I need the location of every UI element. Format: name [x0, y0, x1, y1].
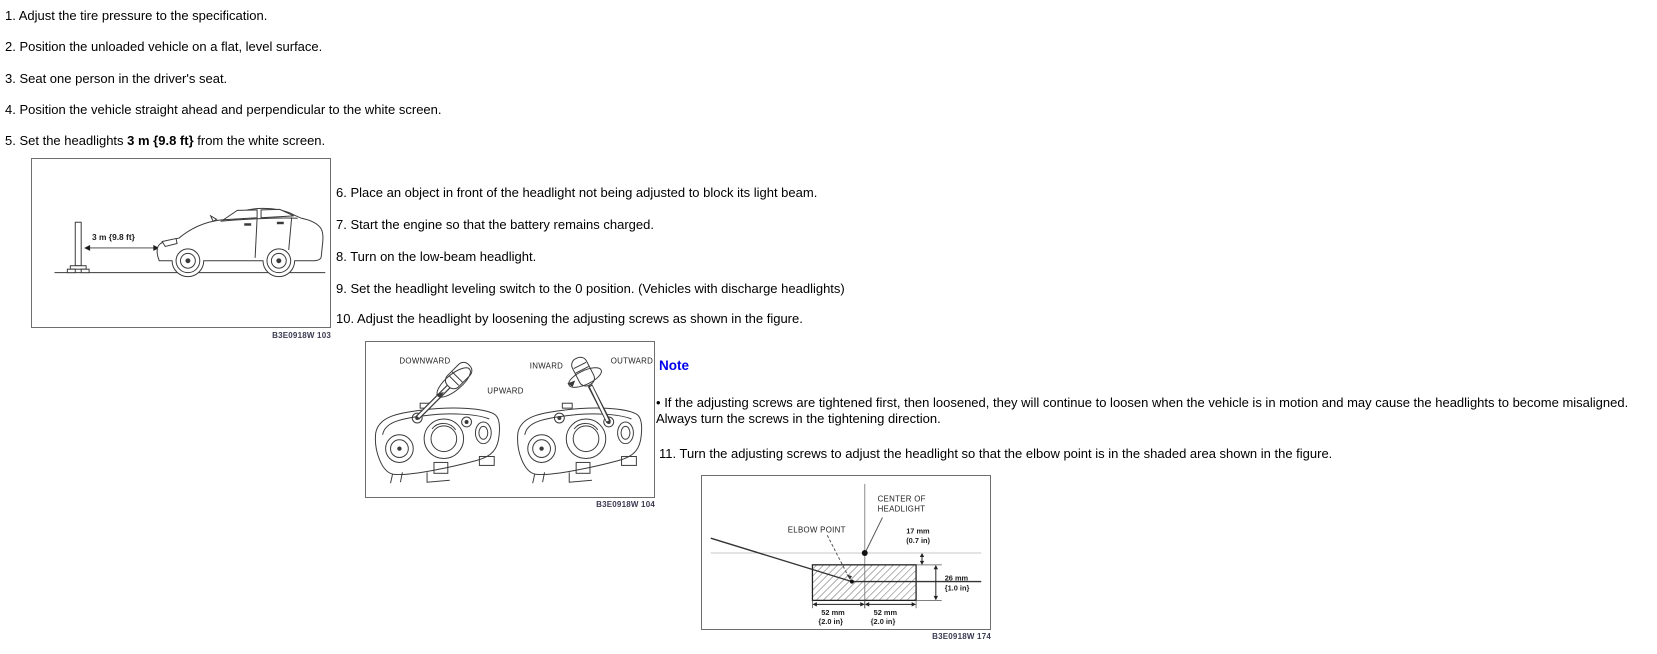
label-center-of: CENTER OF	[877, 494, 926, 504]
step-item-2: 2. Position the unloaded vehicle on a flat, level surface.	[5, 39, 323, 54]
label-26mm: 26 mm	[944, 573, 969, 583]
step-5-suffix: from the white screen.	[193, 133, 326, 148]
headlight-illustration-right	[518, 403, 642, 483]
step-item-11: 11. Turn the adjusting screws to adjust the headlight so that the elbow point is in the shaded area shown in the figure.	[659, 446, 1333, 461]
dimension-17mm	[906, 526, 930, 565]
step-item-1: 1. Adjust the tire pressure to the specification.	[5, 8, 268, 23]
label-inward: INWARD	[529, 361, 564, 371]
elbow-target-illustration	[702, 476, 990, 629]
label-downward: DOWNWARD	[399, 356, 451, 366]
front-wheel	[176, 249, 200, 273]
rear-wheel	[267, 249, 291, 273]
figure-screws-caption: B3E0918W 104	[596, 500, 655, 509]
step-item-5	[5, 133, 325, 148]
step-item-10: 10. Adjust the headlight by loosening the adjusting screws as shown in the figure.	[336, 311, 803, 326]
label-20in-right: {2.0 in}	[870, 617, 896, 627]
label-20in-left: {2.0 in}	[818, 617, 844, 627]
step-5-measurement: 3 m {9.8 ft}	[127, 133, 194, 148]
dimension-26mm	[916, 565, 969, 601]
step-item-4: 4. Position the vehicle straight ahead and perpendicular to the white screen.	[5, 102, 442, 117]
note-bullet-line	[656, 395, 1628, 410]
label-elbow-point: ELBOW POINT	[787, 525, 846, 535]
step-item-8: 8. Turn on the low-beam headlight.	[336, 249, 537, 264]
note-text-line-1: If the adjusting screws are tightened first, then loosened, they will continue to loosen when the vehicle is in motion and may cause the headlights to become misaligned.	[664, 395, 1629, 410]
label-52mm-right: 52 mm	[873, 608, 898, 618]
step-item-9: 9. Set the headlight leveling switch to the 0 position. (Vehicles with discharge headlights)	[336, 281, 845, 296]
figure-distance-setup	[31, 158, 331, 328]
label-upward: UPWARD	[487, 386, 524, 396]
step-5-prefix: 5. Set the headlights	[5, 133, 128, 148]
distance-setup-illustration	[32, 159, 330, 327]
label-10in: {1.0 in}	[944, 583, 970, 593]
label-07in: (0.7 in)	[906, 536, 931, 546]
step-item-3: 3. Seat one person in the driver's seat.	[5, 71, 228, 86]
headlight-illustration-left	[375, 403, 499, 483]
figure-elbow-caption: B3E0918W 174	[932, 632, 991, 641]
label-52mm-left: 52 mm	[821, 608, 845, 618]
step-item-7: 7. Start the engine so that the battery remains charged.	[336, 217, 654, 232]
note-text-line-2: Always turn the screws in the tightening direction.	[656, 411, 941, 426]
elbow-point-dot	[850, 580, 854, 584]
car-illustration	[157, 208, 323, 276]
adjusting-screws-illustration	[366, 342, 654, 497]
dimension-52mm-right	[865, 602, 916, 626]
figure-elbow-target	[701, 475, 991, 630]
screwdriver-icon-left	[417, 360, 475, 419]
distance-arrow	[84, 245, 159, 251]
shaded-target-area	[812, 565, 916, 601]
label-headlight: HEADLIGHT	[877, 504, 926, 514]
center-of-headlight-dot	[862, 550, 868, 556]
distance-label: 3 m {9.8 ft}	[92, 232, 135, 243]
note-title: Note	[659, 358, 689, 373]
label-outward: OUTWARD	[610, 356, 654, 366]
screwdriver-icon-right	[566, 355, 609, 422]
step-item-6: 6. Place an object in front of the headlight not being adjusted to block its light beam.	[336, 185, 818, 200]
bullet-icon: •	[656, 395, 661, 410]
label-17mm: 17 mm	[906, 526, 930, 536]
center-leader-line	[866, 517, 882, 550]
figure-distance-caption: B3E0918W 103	[272, 331, 331, 340]
figure-adjusting-screws	[365, 341, 655, 498]
